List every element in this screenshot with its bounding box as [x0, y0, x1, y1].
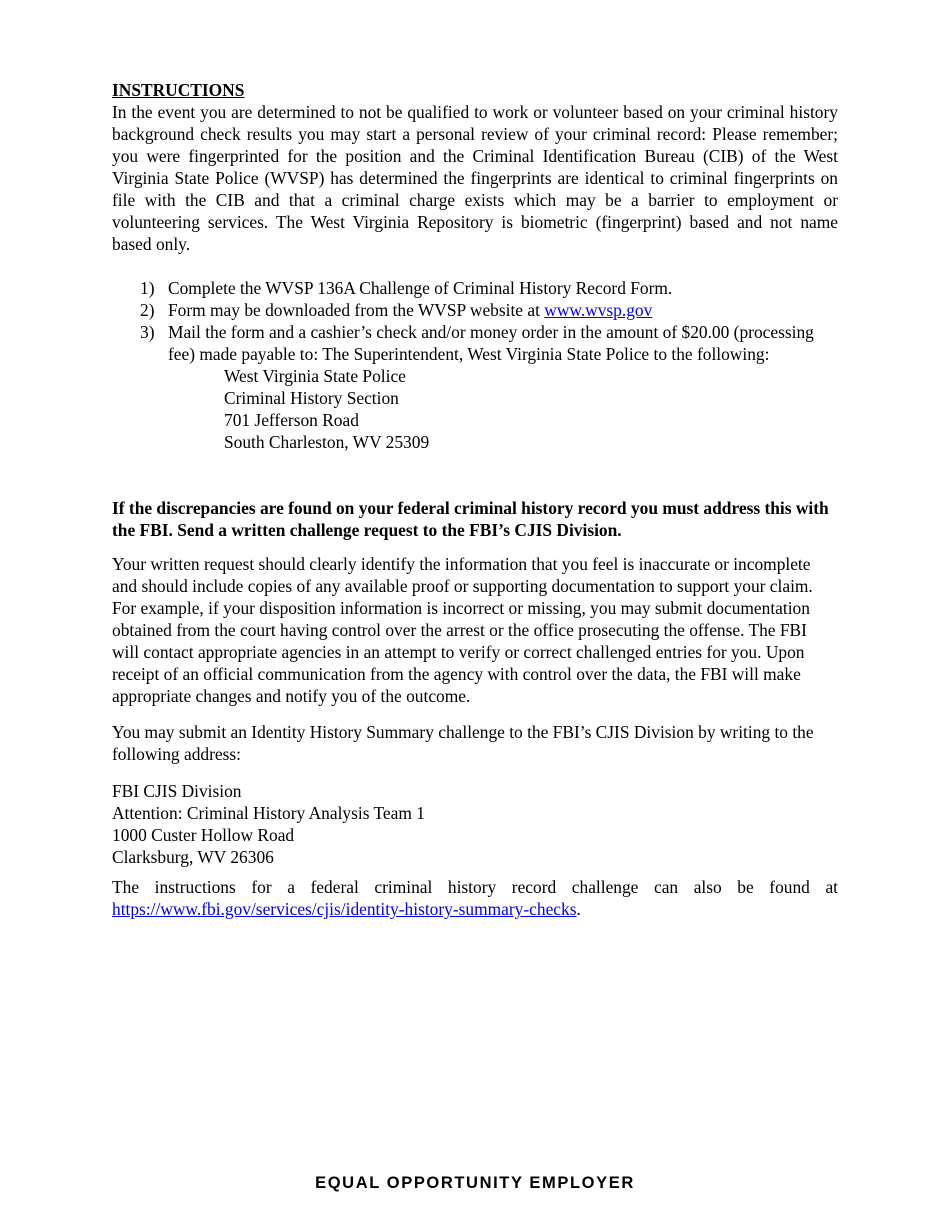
intro-paragraph: In the event you are determined to not be qualified to work or volunteer based on your criminal history background check results you may start a personal review of your criminal record: Please remember; you were fingerprinted for the position and the Criminal Identification Bureau (CIB) of the West Virginia State Police (WVSP) has determined the fingerprints are identical to criminal fingerprints on file with the CIB and that a criminal charge exists which may be a barrier to employment or volunteering services. The West Virginia Repository is biometric (fingerprint) based and not name based only.: [112, 102, 838, 254]
address-line: FBI CJIS Division: [112, 781, 242, 801]
submit-paragraph: You may submit an Identity History Summary challenge to the FBI’s CJIS Division by writing to the following address:: [112, 722, 814, 764]
address-line: 1000 Custer Hollow Road: [112, 825, 295, 845]
step-item: [112, 299, 838, 321]
step-text: Complete the WVSP 136A Challenge of Criminal History Record Form.: [168, 278, 673, 298]
address-line: 701 Jefferson Road: [224, 410, 359, 430]
step-text: Mail the form and a cashier’s check and/or money order in the amount of $20.00 (processing fee) made payable to: The Superintendent, West Virginia State Police to the following:: [168, 322, 814, 364]
fbi-identity-history-link[interactable]: https://www.fbi.gov/services/cjis/identity-history-summary-checks: [112, 899, 577, 919]
closing-paragraph: [112, 876, 838, 920]
step-number: 1): [140, 278, 155, 298]
fbi-mailing-address: [112, 780, 838, 868]
steps-list: [112, 277, 838, 453]
wvsp-website-link[interactable]: www.wvsp.gov: [544, 300, 653, 320]
step-text: Form may be downloaded from the WVSP website at: [168, 300, 545, 320]
address-line: Clarksburg, WV 26306: [112, 847, 274, 867]
document-body: [112, 79, 838, 920]
wvsp-mailing-address: [168, 365, 838, 453]
step-number: 3): [140, 322, 155, 342]
closing-text: The instructions for a federal criminal history record challenge can also be found at: [112, 877, 838, 897]
step-item: [112, 277, 838, 299]
address-line: West Virginia State Police: [224, 366, 406, 386]
fbi-note: If the discrepancies are found on your federal criminal history record you must address this with the FBI. Send a written challenge request to the FBI’s CJIS Division.: [112, 498, 829, 540]
address-line: South Charleston, WV 25309: [224, 432, 430, 452]
footer-equal-opportunity: EQUAL OPPORTUNITY EMPLOYER: [315, 1174, 635, 1192]
step-number: 2): [140, 300, 155, 320]
instructions-heading: INSTRUCTIONS: [112, 80, 245, 100]
request-paragraph: Your written request should clearly identify the information that you feel is inaccurate or incomplete and should include copies of any available proof or supporting documentation to support your claim. For example, if your disposition information is incorrect or missing, you may submit documentation obtained from the court having control over the arrest or the office prosecuting the offense. The FBI will contact appropriate agencies in an attempt to verify or correct challenged entries for you. Upon receipt of an official communication from the agency with control over the data, the FBI will make appropriate changes and notify you of the outcome.: [112, 554, 813, 706]
step-item: [112, 321, 838, 453]
address-line: Criminal History Section: [224, 388, 399, 408]
closing-period: .: [576, 899, 581, 919]
address-line: Attention: Criminal History Analysis Team 1: [112, 803, 425, 823]
